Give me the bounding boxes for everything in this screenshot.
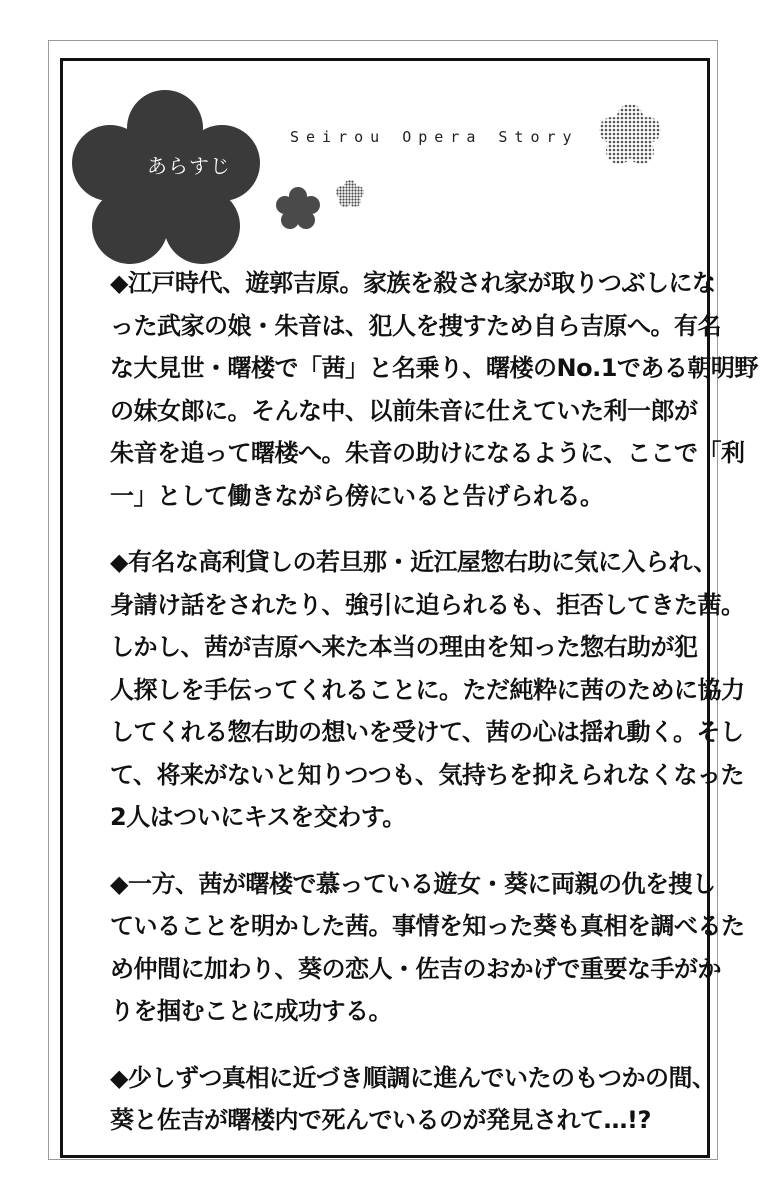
text-line: 朱音を追って曙楼へ。朱音の助けになるように、ここで「利: [110, 439, 745, 467]
decoration-layer: [0, 0, 764, 300]
text-line: ◆有名な高利貸しの若旦那・近江屋惣右助に気に入られ、: [110, 548, 717, 576]
section-heading: あらすじ: [147, 154, 231, 178]
synopsis-paragraph: [110, 262, 758, 517]
text-line: してくれる惣右助の想いを受けて、茜の心は揺れ動く。そし: [110, 718, 744, 746]
text-line: 葵と佐吉が曙楼内で死んでいるのが発見されて…!?: [110, 1106, 651, 1134]
text-line: 人探しを手伝ってくれることに。ただ純粋に茜のために協力: [110, 675, 745, 704]
series-subtitle: Seirou Opera Story: [290, 128, 579, 146]
dotted-flower-icon: [599, 104, 661, 164]
synopsis-paragraph: [110, 863, 745, 1033]
text-line: 一」として働きながら傍にいると告げられる。: [110, 481, 604, 510]
text-line: しかし、茜が吉原へ来た本当の理由を知った惣右助が犯: [110, 633, 698, 661]
text-line: ◆少しずつ真相に近づき順調に進んでいたのもつかの間、: [110, 1063, 716, 1092]
text-line: 身請け話をされたり、強引に迫られるも、拒否してきた茜。: [110, 590, 745, 619]
synopsis-paragraph: [110, 541, 745, 839]
text-line: て、将来がないと知りつつも、気持ちを抑えられなくなった: [110, 760, 745, 789]
small-flower-icon: [276, 187, 320, 229]
tiny-dotted-flower-icon: [336, 180, 364, 207]
text-line: の妹女郎に。そんな中、以前朱音に仕えていた利一郎が: [110, 396, 698, 425]
synopsis-body: [110, 262, 758, 1166]
text-line: った武家の娘・朱音は、犯人を捜すため自ら吉原へ。有名: [110, 311, 721, 340]
text-line: ◆江戸時代、遊郭吉原。家族を殺され家が取りつぶしにな: [110, 269, 716, 297]
text-line: め仲間に加わり、葵の恋人・佐吉のおかげで重要な手がか: [110, 954, 721, 983]
text-line: な大見世・曙楼で「茜」と名乗り、曙楼のNo.1である朝明野: [110, 354, 758, 382]
synopsis-paragraph: [110, 1057, 716, 1142]
text-line: ◆一方、茜が曙楼で慕っている遊女・葵に両親の仇を捜し: [110, 869, 716, 898]
text-line: 2人はついにキスを交わす。: [110, 803, 406, 831]
text-line: ていることを明かした茜。事情を知った葵も真相を調べるた: [110, 912, 745, 940]
text-line: りを掴むことに成功する。: [110, 997, 392, 1025]
